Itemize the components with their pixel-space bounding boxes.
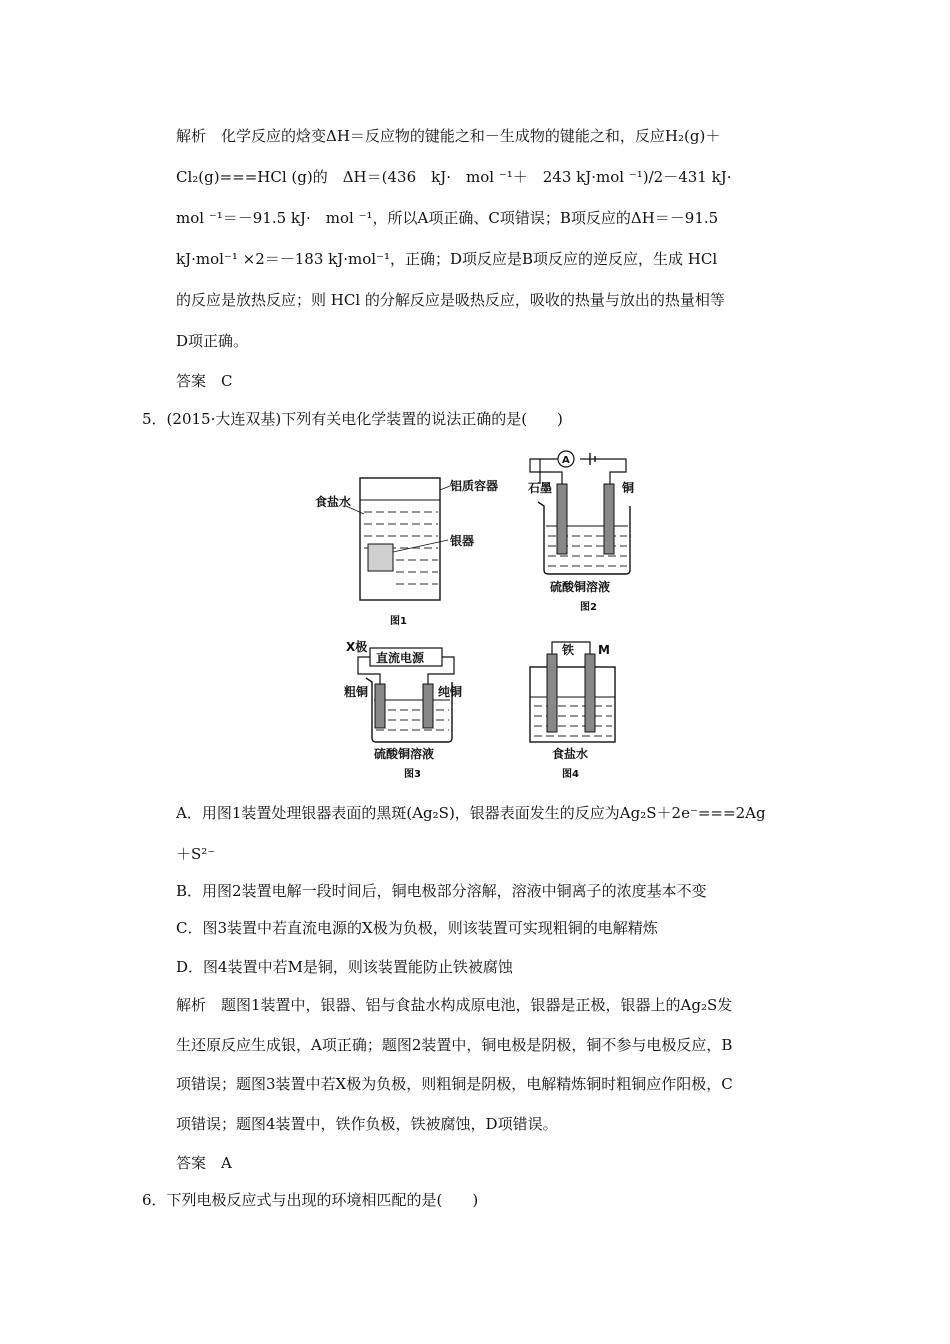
fig2-graphite-label: 石墨: [528, 481, 553, 495]
figure-2: [528, 451, 634, 613]
analysis4-line5: 的反应是放热反应；则 HCl 的分解反应是吸热反应，吸收的热量与放出的热量相等: [176, 291, 725, 309]
q5-analysis-line4: 项错误；题图4装置中，铁作负极，铁被腐蚀，D项错误。: [176, 1115, 558, 1133]
crude-copper-electrode: [375, 684, 385, 728]
fig3-caption: 图3: [404, 769, 421, 780]
option-c: C．图3装置中若直流电源的X极为负极，则该装置可实现粗铜的电解精炼: [176, 919, 658, 937]
option-a-line1: A．用图1装置处理银器表面的黑斑(Ag₂S)，银器表面发生的反应为Ag₂S＋2e⁻===2Ag: [176, 804, 766, 822]
answer4: 答案 C: [176, 372, 233, 390]
analysis4-line1: 解析 化学反应的焓变ΔH＝反应物的键能之和－生成物的键能之和，反应H₂(g)＋: [176, 127, 721, 145]
fig3-power-label: 直流电源: [376, 651, 425, 665]
ammeter-label: A: [562, 455, 570, 466]
q5-stem: 5．(2015·大连双基)下列有关电化学装置的说法正确的是( ): [142, 410, 563, 428]
m-electrode: [585, 654, 595, 732]
figure-1: [315, 478, 498, 627]
fig1-brine-label: 食盐水: [315, 495, 352, 509]
fig3-solution-label: 硫酸铜溶液: [374, 747, 435, 761]
fig3-xpole-label: X极: [346, 640, 368, 654]
graphite-electrode: [557, 484, 567, 554]
silverware: [368, 544, 393, 571]
option-d: D．图4装置中若M是铜，则该装置能防止铁被腐蚀: [176, 958, 513, 976]
iron-electrode: [547, 654, 557, 732]
option-b: B．用图2装置电解一段时间后，铜电极部分溶解，溶液中铜离子的浓度基本不变: [176, 882, 707, 900]
q5-analysis-line3: 项错误；题图3装置中若X极为负极，则粗铜是阴极，电解精炼铜时粗铜应作阳极，C: [176, 1075, 733, 1093]
option-a-line2: ＋S²⁻: [176, 845, 216, 863]
fig4-caption: 图4: [562, 769, 579, 780]
fig2-solution-label: 硫酸铜溶液: [550, 580, 611, 594]
fig2-copper-label: 铜: [622, 481, 635, 495]
fig4-m-label: M: [598, 643, 610, 657]
copper-electrode: [604, 484, 614, 554]
figure-3: [344, 639, 462, 780]
fig4-iron-label: 铁: [562, 643, 575, 657]
analysis4-line6: D项正确。: [176, 332, 249, 350]
fig1-container-label: 铝质容器: [450, 479, 499, 493]
pure-copper-electrode: [423, 684, 433, 728]
fig1-caption: 图1: [390, 616, 407, 627]
fig1-silver-label: 银器: [450, 534, 475, 548]
fig3-pure-label: 纯铜: [438, 685, 463, 699]
q6-stem: 6．下列电极反应式与出现的环境相匹配的是( ): [142, 1191, 479, 1209]
answer5: 答案 A: [176, 1154, 232, 1172]
analysis4-line4: kJ·mol⁻¹ ×2＝－183 kJ·mol⁻¹，正确；D项反应是B项反应的逆反应，生成 HCl: [176, 250, 718, 268]
analysis4-line2: Cl₂(g)===HCl (g)的 ΔH＝(436 kJ· mol ⁻¹＋ 243 kJ·mol ⁻¹)/2－431 kJ·: [176, 168, 732, 186]
fig2-caption: 图2: [580, 602, 597, 613]
fig3-crude-label: 粗铜: [344, 685, 369, 699]
q5-analysis-line2: 生还原反应生成银，A项正确；题图2装置中，铜电极是阴极，铜不参与电极反应，B: [176, 1036, 733, 1054]
fig4-brine-label: 食盐水: [552, 747, 589, 761]
figure-4: [530, 642, 615, 780]
q5-analysis-line1: 解析 题图1装置中，银器、铝与食盐水构成原电池，银器是正极，银器上的Ag₂S发: [176, 996, 733, 1014]
analysis4-line3: mol ⁻¹＝－91.5 kJ· mol ⁻¹，所以A项正确、C项错误；B项反应的ΔH＝－91.5: [176, 209, 719, 227]
electrochemistry-figures: [300, 442, 660, 787]
